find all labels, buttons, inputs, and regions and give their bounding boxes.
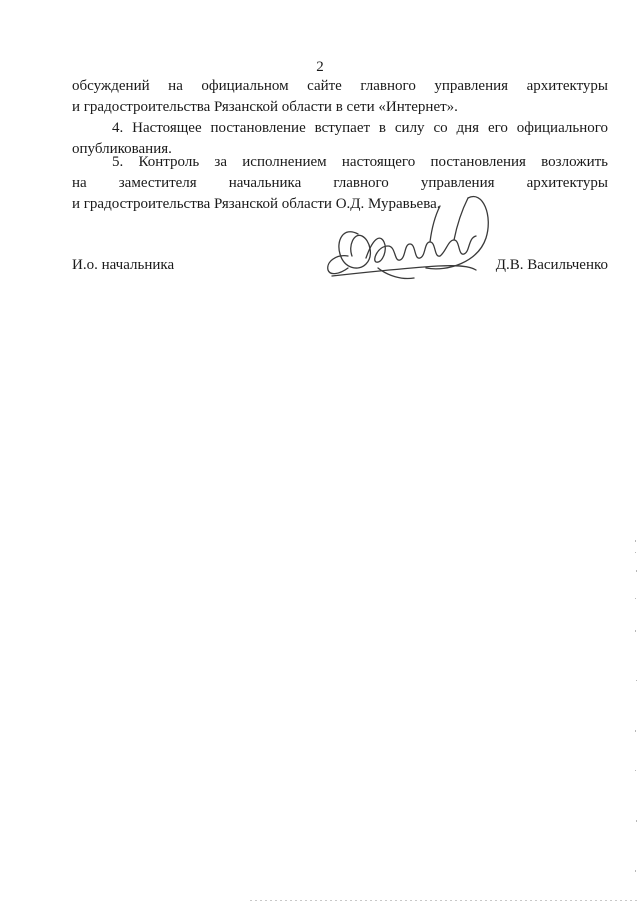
paragraph-line: 4. Настоящее постановление вступает в силу со дня его официального (112, 120, 608, 136)
paragraph-line: опубликования. (72, 141, 172, 157)
paragraph-line: и градостроительства Рязанской области О.Д. Муравьева. (72, 196, 441, 212)
paragraph-line: 5. Контроль за исполнением настоящего постановления возложить (112, 154, 608, 170)
signatory-name: Д.В. Васильченко (495, 257, 608, 273)
paragraph-line: на заместителя начальника главного управления архитектуры (72, 175, 608, 191)
paragraph-line: обсуждений на официальном сайте главного управления архитектуры (72, 78, 608, 94)
paragraph-publication (72, 76, 608, 118)
page-number: 2 (316, 59, 324, 75)
signature-block (72, 255, 608, 279)
scan-bottom-marks (250, 899, 640, 902)
scan-edge-marks (634, 540, 638, 900)
signatory-title: И.о. начальника (72, 257, 175, 273)
paragraph-line: и градостроительства Рязанской области в сети «Интернет». (72, 99, 458, 115)
